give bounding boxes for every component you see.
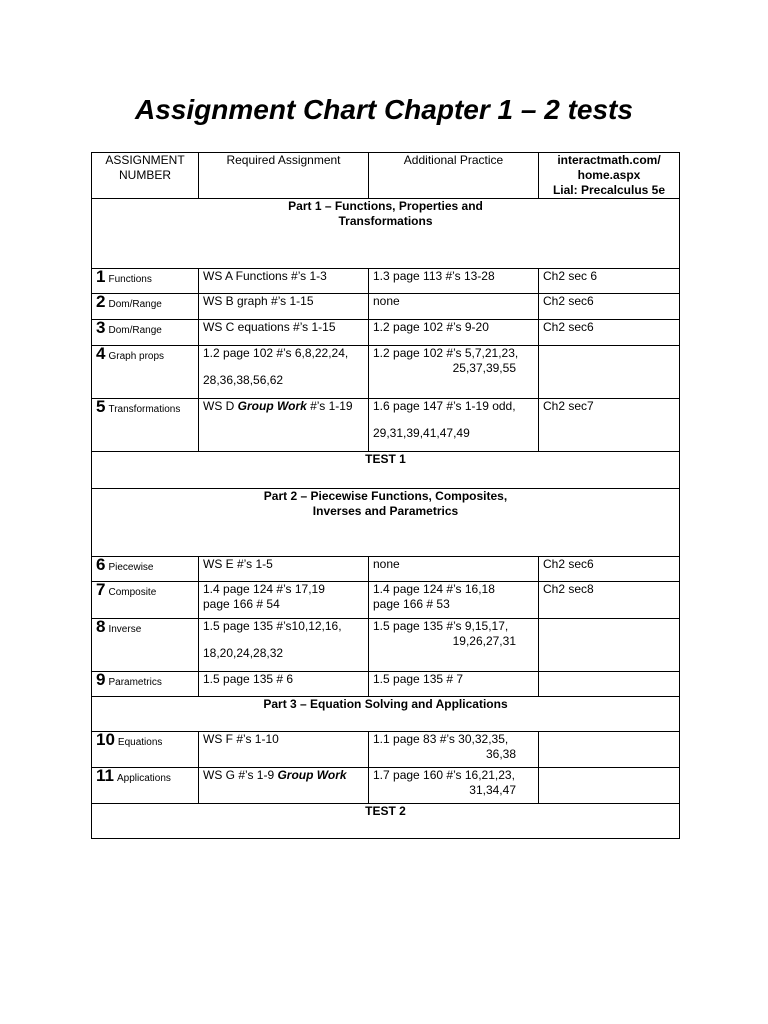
assignment-cell <box>92 768 199 804</box>
additional-text: 1.7 page 160 #’s 16,21,23, <box>373 768 515 782</box>
additional-cell <box>369 732 539 768</box>
additional-cell: 1.3 page 113 #’s 13-28 <box>369 269 539 294</box>
additional-cell <box>369 582 539 619</box>
group-work-text: Group Work <box>277 768 347 782</box>
online-cell <box>539 732 680 768</box>
assignment-number: 3 <box>96 318 106 337</box>
assignment-chart <box>91 152 680 839</box>
table-row <box>92 269 680 294</box>
assignment-label: Piecewise <box>108 562 154 573</box>
assignment-cell <box>92 672 199 697</box>
required-text: 1.5 page 135 #’s10,12,16, <box>203 619 342 633</box>
additional-text: 1.6 page 147 #’s 1-19 odd, <box>373 399 516 413</box>
test-2-label: TEST 2 <box>92 804 680 839</box>
additional-cell <box>369 346 539 399</box>
table-row <box>92 672 680 697</box>
assignment-number: 2 <box>96 292 106 311</box>
part-2-title-line-2: Inverses and Parametrics <box>312 504 459 518</box>
assignment-label: Transformations <box>108 404 181 415</box>
table-row <box>92 732 680 768</box>
required-text: 1.2 page 102 #’s 6,8,22,24, <box>203 346 349 360</box>
assignment-number: 9 <box>96 670 106 689</box>
additional-cell: 1.5 page 135 # 7 <box>369 672 539 697</box>
table-row <box>92 619 680 672</box>
table-row <box>92 557 680 582</box>
online-cell <box>539 768 680 804</box>
required-cell: WS C equations #’s 1-15 <box>199 320 369 346</box>
online-line-2: home.aspx <box>577 168 641 182</box>
part-1-title-line-2: Transformations <box>338 214 433 228</box>
additional-text: 25,37,39,55 <box>452 361 516 375</box>
required-cell <box>199 346 369 399</box>
online-cell <box>539 672 680 697</box>
test-1-row <box>92 452 680 489</box>
header-additional-practice: Additional Practice <box>369 153 539 199</box>
additional-text: page 166 # 53 <box>373 597 450 611</box>
assignment-label: Equations <box>117 737 163 748</box>
header-row <box>92 153 680 199</box>
assignment-number: 10 <box>96 730 115 749</box>
required-cell: WS A Functions #’s 1-3 <box>199 269 369 294</box>
page-title: Assignment Chart Chapter 1 – 2 tests <box>135 94 633 125</box>
table-row <box>92 320 680 346</box>
header-required-assignment: Required Assignment <box>199 153 369 199</box>
assignment-label: Inverse <box>108 624 142 635</box>
table-row <box>92 582 680 619</box>
online-cell: Ch2 sec6 <box>539 557 680 582</box>
online-cell: Ch2 sec 6 <box>539 269 680 294</box>
group-work-text: Group Work <box>237 399 307 413</box>
additional-cell <box>369 399 539 452</box>
part-2-row <box>92 489 680 557</box>
required-cell: WS F #’s 1-10 <box>199 732 369 768</box>
table-row <box>92 768 680 804</box>
online-cell: Ch2 sec7 <box>539 399 680 452</box>
assignment-number: 8 <box>96 617 106 636</box>
additional-cell <box>369 768 539 804</box>
test-1-label: TEST 1 <box>92 452 680 489</box>
assignment-cell <box>92 732 199 768</box>
assignment-label: Dom/Range <box>108 299 162 310</box>
assignment-cell <box>92 346 199 399</box>
part-2-title-line-1: Part 2 – Piecewise Functions, Composites, <box>263 489 508 503</box>
additional-text: 31,34,47 <box>469 783 516 797</box>
part-1-title-line-1: Part 1 – Functions, Properties and <box>288 199 483 213</box>
assignment-number: 6 <box>96 555 106 574</box>
required-text: WS G #’s 1-9 <box>203 768 278 782</box>
part-3-title: Part 3 – Equation Solving and Applications <box>92 697 680 732</box>
required-cell: WS B graph #’s 1-15 <box>199 294 369 320</box>
assignment-label: Graph props <box>108 351 165 362</box>
required-cell <box>199 582 369 619</box>
required-cell: WS E #’s 1-5 <box>199 557 369 582</box>
additional-text: 36,38 <box>485 747 516 761</box>
assignment-label: Functions <box>108 274 152 285</box>
assignment-number: 4 <box>96 344 106 363</box>
required-cell <box>199 768 369 804</box>
online-cell <box>539 619 680 672</box>
online-cell: Ch2 sec8 <box>539 582 680 619</box>
required-cell <box>199 399 369 452</box>
assignment-cell <box>92 399 199 452</box>
assignment-number: 7 <box>96 580 106 599</box>
table-row <box>92 399 680 452</box>
assignment-cell <box>92 582 199 619</box>
assignment-label: Parametrics <box>108 677 162 688</box>
additional-text: 1.4 page 124 #’s 16,18 <box>373 582 495 596</box>
assignment-cell <box>92 320 199 346</box>
assignment-cell <box>92 269 199 294</box>
assignment-label: Dom/Range <box>108 325 162 336</box>
required-cell: 1.5 page 135 # 6 <box>199 672 369 697</box>
assignment-cell <box>92 619 199 672</box>
additional-text: 1.5 page 135 #’s 9,15,17, <box>373 619 509 633</box>
required-text: 18,20,24,28,32 <box>203 646 284 660</box>
table-row <box>92 294 680 320</box>
assignment-number: 11 <box>96 766 114 785</box>
required-text: page 166 # 54 <box>203 597 280 611</box>
assignment-cell <box>92 557 199 582</box>
header-online-resource <box>539 153 680 199</box>
online-line-1: interactmath.com/ <box>557 153 661 167</box>
required-text: #’s 1-19 <box>306 399 353 413</box>
table-row <box>92 346 680 399</box>
additional-text: 1.2 page 102 #’s 5,7,21,23, <box>373 346 519 360</box>
assignment-label: Composite <box>108 587 157 598</box>
additional-cell: 1.2 page 102 #’s 9-20 <box>369 320 539 346</box>
part-3-row <box>92 697 680 732</box>
test-2-row <box>92 804 680 839</box>
online-cell: Ch2 sec6 <box>539 294 680 320</box>
online-cell <box>539 346 680 399</box>
assignment-label: Applications <box>116 773 171 784</box>
additional-cell: none <box>369 294 539 320</box>
additional-cell <box>369 619 539 672</box>
part-1-row <box>92 199 680 269</box>
additional-cell: none <box>369 557 539 582</box>
online-line-3: Lial: Precalculus 5e <box>552 183 666 197</box>
required-text: 28,36,38,56,62 <box>203 373 284 387</box>
additional-text: 1.1 page 83 #’s 30,32,35, <box>373 732 509 746</box>
part-2-title <box>92 489 680 557</box>
part-1-title <box>92 199 680 269</box>
required-text: WS D <box>203 399 238 413</box>
additional-text: 19,26,27,31 <box>452 634 516 648</box>
assignment-cell <box>92 294 199 320</box>
required-text: 1.4 page 124 #’s 17,19 <box>203 582 325 596</box>
assignment-number: 1 <box>96 267 106 286</box>
header-assignment-number: ASSIGNMENT NUMBER <box>92 153 199 199</box>
additional-text: 29,31,39,41,47,49 <box>373 426 470 440</box>
required-cell <box>199 619 369 672</box>
assignment-number: 5 <box>96 397 106 416</box>
online-cell: Ch2 sec6 <box>539 320 680 346</box>
